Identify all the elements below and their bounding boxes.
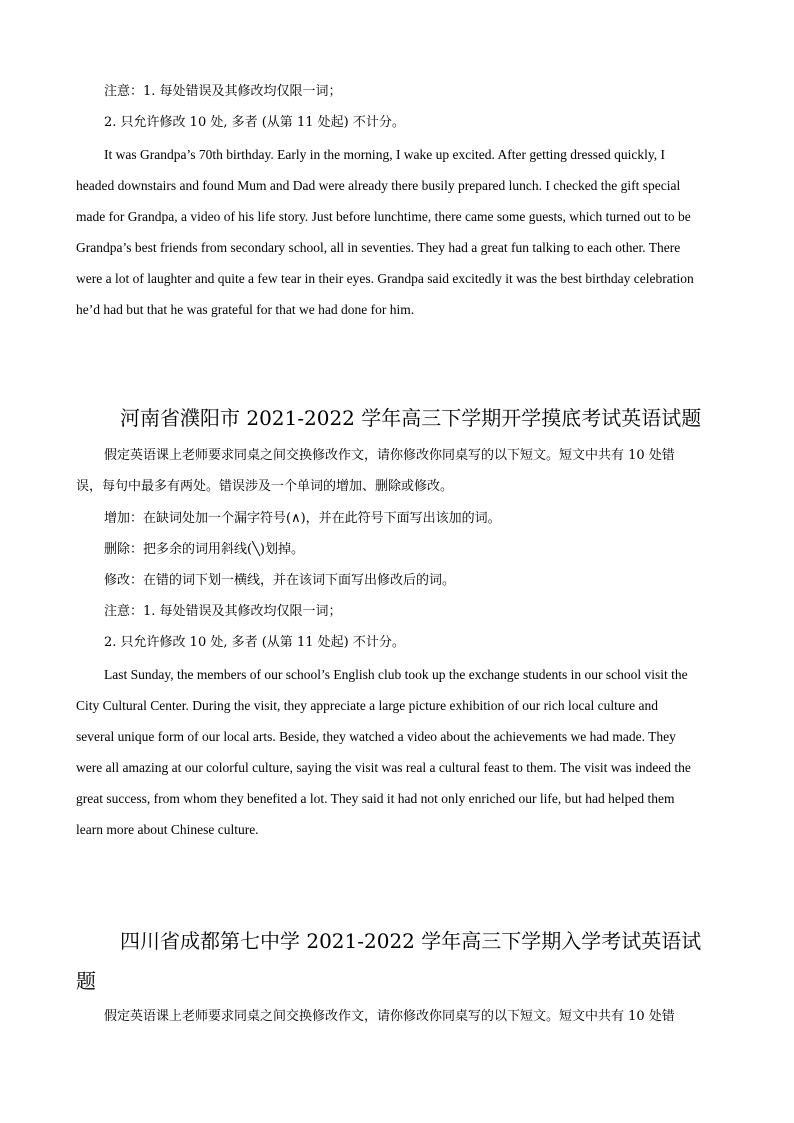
section-title: 河南省濮阳市 2021-2022 学年高三下学期开学摸底考试英语试题 bbox=[120, 406, 702, 430]
passage-line: several unique form of our local arts. Beside, they watched a video about the achievements we had made. They bbox=[76, 729, 676, 744]
passage-line: were a lot of laughter and quite a few tear in their eyes. Grandpa said excitedly it was the best birthday celebration bbox=[76, 271, 694, 286]
passage-line: made for Grandpa, a video of his life story. Just before lunchtime, there came some guests, which turned out to be bbox=[76, 209, 691, 224]
add-rule: 增加：在缺词处加一个漏字符号(∧)，并在此符号下面写出该加的词。 bbox=[104, 511, 501, 526]
section-title: 四川省成都第七中学 2021-2022 学年高三下学期入学考试英语试 bbox=[120, 929, 702, 953]
passage-line: great success, from whom they benefited a lot. They said it had not only enriched our life, but had helped them bbox=[76, 791, 675, 806]
passage-line: It was Grandpa’s 70th birthday. Early in the morning, I wake up excited. After getting dressed quickly, I bbox=[104, 147, 665, 162]
passage-line: learn more about Chinese culture. bbox=[76, 822, 259, 837]
modify-rule: 修改：在错的词下划一横线，并在该词下面写出修改后的词。 bbox=[104, 573, 456, 588]
passage-line: Grandpa’s best friends from secondary school, all in seventies. They had a great fun talking to each other. There bbox=[76, 240, 681, 255]
instruction-intro: 假定英语课上老师要求同桌之间交换修改作文，请你修改你同桌写的以下短文。短文中共有 10 处错 bbox=[104, 1009, 675, 1024]
passage-line: were all amazing at our colorful culture, saying the visit was real a cultural feast to them. The visit was indeed the bbox=[76, 760, 691, 775]
section-title-continued: 题 bbox=[76, 969, 96, 993]
passage-line: Last Sunday, the members of our school’s English club took up the exchange students in our school visit the bbox=[104, 667, 688, 682]
instruction-intro: 误，每句中最多有两处。错误涉及一个单词的增加、删除或修改。 bbox=[76, 479, 454, 494]
passage-line: he’d had but that he was grateful for that we had done for him. bbox=[76, 302, 415, 317]
note-1: 注意：1. 每处错误及其修改均仅限一词； bbox=[104, 84, 342, 99]
passage-line: headed downstairs and found Mum and Dad were already there busily prepared lunch. I checked the gift special bbox=[76, 178, 681, 193]
note-2: 2. 只允许修改 10 处, 多者 (从第 11 处起) 不计分。 bbox=[104, 635, 405, 650]
passage-line: City Cultural Center. During the visit, they appreciate a large picture exhibition of our rich local culture and bbox=[76, 698, 658, 713]
delete-rule: 删除：把多余的词用斜线(╲)划掉。 bbox=[104, 542, 304, 557]
instruction-intro: 假定英语课上老师要求同桌之间交换修改作文，请你修改你同桌写的以下短文。短文中共有 10 处错 bbox=[104, 448, 675, 463]
note-2: 2. 只允许修改 10 处, 多者 (从第 11 处起) 不计分。 bbox=[104, 115, 405, 130]
note-1: 注意：1. 每处错误及其修改均仅限一词； bbox=[104, 604, 342, 619]
